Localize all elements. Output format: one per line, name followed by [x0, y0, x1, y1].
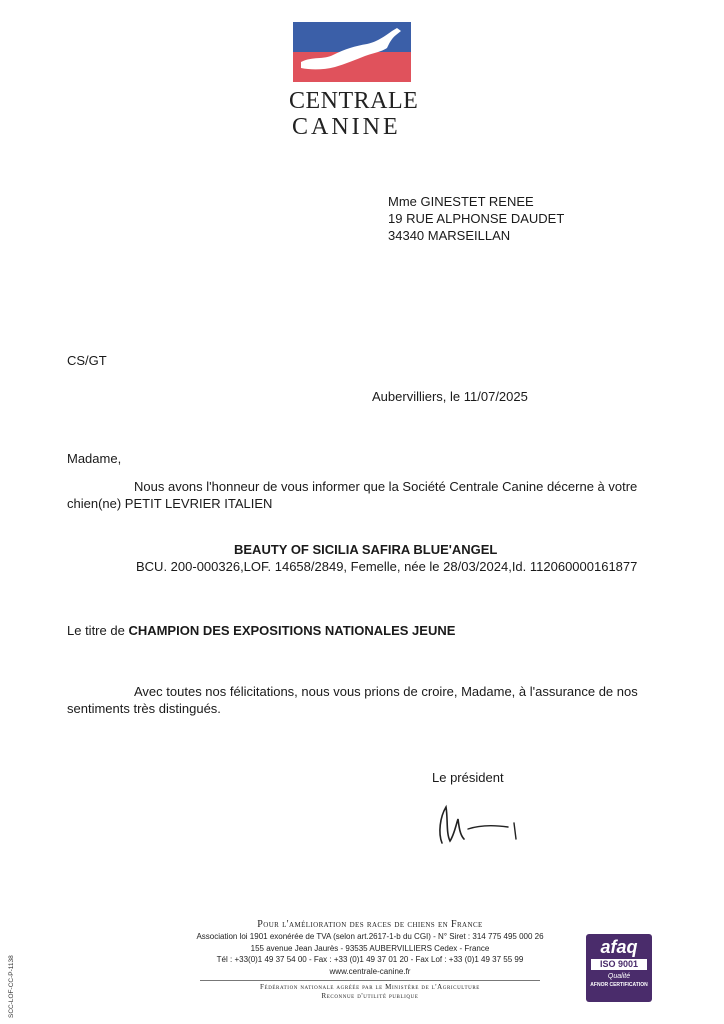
- footer-website: www.centrale-canine.fr: [329, 966, 411, 976]
- greeting: Madame,: [67, 451, 122, 466]
- signatory-title: Le président: [432, 770, 504, 785]
- closing-paragraph: [67, 683, 667, 717]
- title-prefix: Le titre de: [67, 623, 129, 638]
- reference-code: CS/GT: [67, 353, 107, 368]
- footer-utility: Reconnue d'utilité publique: [321, 992, 419, 1000]
- afaq-label: Qualité: [607, 973, 631, 980]
- intro-line-1: Nous avons l'honneur de vous informer que la Société Centrale Canine décerne à votre: [134, 479, 638, 494]
- intro-line-2: chien(ne) PETIT LEVRIER ITALIEN: [67, 496, 273, 511]
- closing-line-2: sentiments très distingués.: [67, 701, 221, 716]
- recipient-address: [388, 193, 564, 244]
- side-document-code: SCC-LOF-CC-P-1138: [8, 955, 15, 1018]
- intro-paragraph: [67, 478, 667, 512]
- footer-association: Association loi 1901 exonérée de TVA (selon art.2617-1-b du CGI) - N° Siret : 314 775 495 000 26: [196, 932, 544, 941]
- afaq-iso-certification-badge: [586, 934, 656, 1004]
- brand-name-line2: CANINE: [292, 114, 401, 140]
- title-name: CHAMPION DES EXPOSITIONS NATIONALES JEUNE: [128, 623, 456, 638]
- recipient-city: 34340 MARSEILLAN: [388, 228, 511, 243]
- footer-motto: Pour l'amélioration des races de chiens en France: [257, 919, 483, 930]
- footer-address: 155 avenue Jean Jaurès - 93535 AUBERVILLIERS Cedex - France: [250, 943, 490, 953]
- letter-footer: [170, 918, 570, 1001]
- recipient-name: Mme GINESTET RENEE: [388, 194, 534, 209]
- afaq-org: AFNOR CERTIFICATION: [590, 982, 648, 988]
- dog-name: BEAUTY OF SICILIA SAFIRA BLUE'ANGEL: [234, 542, 498, 557]
- footer-divider: [200, 980, 540, 981]
- title-awarded: [67, 622, 455, 639]
- footer-federation: Fédération nationale agréée par le Ministère de l'Agriculture: [260, 983, 480, 991]
- centrale-canine-logo: [293, 22, 411, 82]
- recipient-street: 19 RUE ALPHONSE DAUDET: [388, 211, 565, 226]
- footer-contact: Tél : +33(0)1 49 37 54 00 - Fax : +33 (0)1 49 37 01 20 - Fax Lof : +33 (0)1 49 37 55 99: [216, 955, 524, 964]
- dog-details: BCU. 200-000326,LOF. 14658/2849, Femelle, née le 28/03/2024,Id. 112060000161877: [136, 559, 638, 574]
- closing-line-1: Avec toutes nos félicitations, nous vous prions de croire, Madame, à l'assurance de nos: [134, 684, 638, 699]
- handwritten-signature: [428, 795, 528, 850]
- brand-name-line1: CENTRALE: [289, 88, 419, 114]
- afaq-brand: afaq: [600, 937, 638, 957]
- letter-date: Aubervilliers, le 11/07/2025: [372, 389, 528, 404]
- afaq-standard: ISO 9001: [591, 959, 647, 970]
